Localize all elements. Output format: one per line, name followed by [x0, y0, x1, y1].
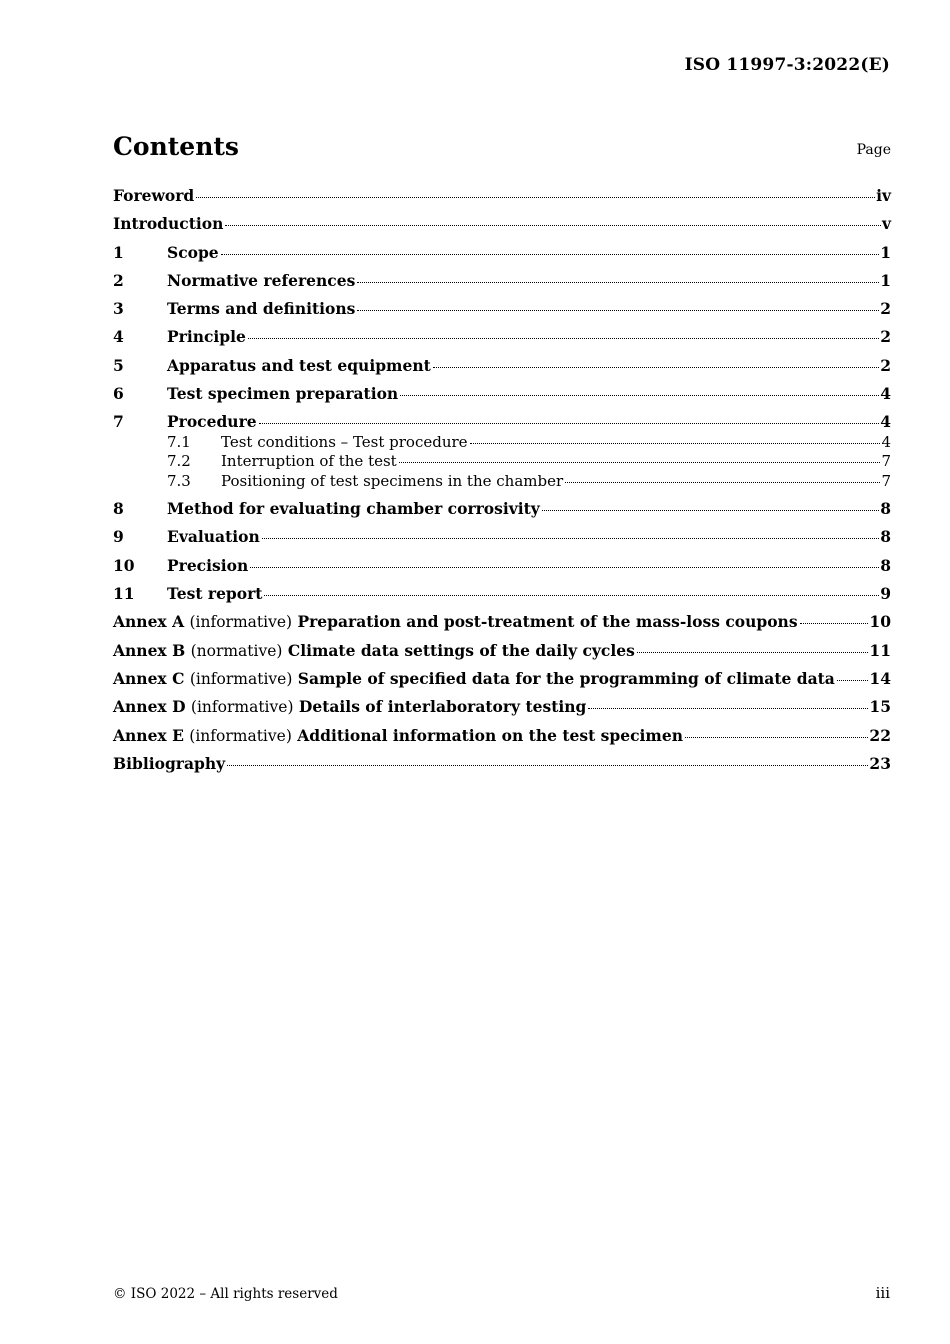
- annex-kind: (informative): [189, 613, 293, 632]
- toc-entry-annex-b[interactable]: [113, 641, 891, 669]
- toc-entry-title: Apparatus and test equipment: [167, 355, 431, 375]
- dot-leader: [588, 708, 868, 709]
- toc-entry-page: 4: [880, 384, 891, 404]
- toc-entry-page: 2: [880, 299, 891, 319]
- toc-subentry-interruption[interactable]: [113, 452, 891, 472]
- toc-entry-page: 1: [880, 242, 891, 262]
- toc-entry-title: Terms and definitions: [167, 299, 356, 319]
- annex-title: Details of interlaboratory testing: [298, 697, 587, 717]
- toc-entry-number: 5: [113, 355, 124, 375]
- toc-entry-title: Principle: [167, 327, 246, 347]
- annex-kind: (normative): [190, 641, 283, 660]
- dot-leader: [225, 225, 881, 226]
- toc-entry-page: 11: [869, 640, 891, 660]
- toc-entry-terms-and-definitions[interactable]: [113, 299, 891, 327]
- toc-entry-page: iv: [876, 186, 891, 205]
- toc-entry-foreword[interactable]: [113, 186, 891, 214]
- toc-entry-page: 23: [869, 753, 891, 773]
- toc-entry-page: 14: [869, 668, 891, 688]
- dot-leader: [262, 538, 879, 539]
- toc-entry-introduction[interactable]: [113, 214, 891, 242]
- toc-entry-page: 2: [880, 327, 891, 347]
- dot-leader: [800, 623, 869, 624]
- toc-entry-evaluation[interactable]: [113, 527, 891, 555]
- dot-leader: [637, 652, 869, 653]
- toc-entry-number: 3: [113, 299, 124, 319]
- dot-leader: [685, 737, 868, 738]
- dot-leader: [221, 254, 880, 255]
- dot-leader: [400, 395, 879, 396]
- document-id: ISO 11997-3:2022(E): [684, 55, 890, 75]
- toc-entry-annex-d[interactable]: [113, 697, 891, 725]
- annex-title: Sample of specified data for the programming of climate data: [297, 668, 835, 688]
- annex-title: Climate data settings of the daily cycles: [287, 640, 635, 660]
- toc-entry-page: 22: [869, 725, 891, 745]
- toc-entry-title: Interruption of the test: [221, 452, 397, 471]
- toc-entry-number: 9: [113, 527, 124, 547]
- toc-entry-page: 7: [881, 452, 891, 471]
- toc-entry-title: Test conditions – Test procedure: [221, 432, 468, 451]
- toc-entry-principle[interactable]: [113, 327, 891, 355]
- toc-entry-page: 1: [880, 270, 891, 290]
- toc-entry-title: Bibliography: [113, 753, 226, 773]
- annex-kind: (informative): [189, 726, 292, 745]
- annex-label: Annex A: [113, 612, 185, 632]
- toc-entry-title: Precision: [167, 555, 249, 575]
- footer-page-number: iii: [875, 1284, 890, 1302]
- toc-entry-page: 2: [880, 355, 891, 375]
- toc-entry-title: Method for evaluating chamber corrosivity: [167, 499, 540, 519]
- toc-entry-page: 9: [880, 584, 891, 604]
- toc-entry-scope[interactable]: [113, 243, 891, 271]
- dot-leader: [470, 443, 881, 444]
- page-column-label: Page: [856, 142, 891, 158]
- toc-subentry-positioning[interactable]: [113, 472, 891, 492]
- toc-entry-title: [113, 641, 635, 660]
- toc-entry-number: 1: [113, 242, 124, 262]
- dot-leader: [264, 595, 879, 596]
- toc-entry-test-report[interactable]: [113, 584, 891, 612]
- toc-entry-number: 8: [113, 499, 124, 519]
- annex-label: Annex D: [113, 697, 186, 717]
- toc-entry-page: 8: [880, 527, 891, 547]
- toc-entry-title: Normative references: [167, 270, 356, 290]
- toc-entry-page: 7: [881, 471, 891, 490]
- toc-entry-page: 4: [880, 412, 891, 432]
- toc-entry-title: Positioning of test specimens in the chamber: [221, 471, 564, 490]
- toc-entry-title: Foreword: [113, 186, 195, 205]
- toc-entry-title: [113, 612, 798, 631]
- toc-entry-chamber-corrosivity[interactable]: [113, 499, 891, 527]
- toc-entry-title: Procedure: [167, 412, 257, 432]
- dot-leader: [542, 510, 879, 511]
- dot-leader: [565, 482, 880, 483]
- toc-entry-page: 8: [880, 499, 891, 519]
- dot-leader: [250, 567, 879, 568]
- toc-entry-normative-references[interactable]: [113, 271, 891, 299]
- toc-entry-title: Test specimen preparation: [167, 384, 399, 404]
- dot-leader: [399, 462, 881, 463]
- toc-entry-page: v: [881, 214, 891, 234]
- toc-entry-title: Evaluation: [167, 527, 260, 547]
- page-title: Contents: [113, 132, 240, 161]
- annex-kind: (informative): [190, 698, 294, 717]
- toc-entry-number: 10: [113, 555, 135, 575]
- toc-entry-page: 15: [869, 697, 891, 717]
- toc-entry-annex-c[interactable]: [113, 669, 891, 697]
- annex-kind: (informative): [189, 669, 293, 688]
- dot-leader: [357, 282, 879, 283]
- toc-entry-bibliography[interactable]: [113, 754, 891, 782]
- table-of-contents: [113, 186, 891, 782]
- toc-entry-number: 7.1: [167, 432, 191, 451]
- toc-entry-number: 6: [113, 384, 124, 404]
- toc-entry-number: 2: [113, 270, 124, 290]
- toc-entry-annex-a[interactable]: [113, 612, 891, 640]
- toc-entry-apparatus[interactable]: [113, 356, 891, 384]
- toc-entry-number: 11: [113, 584, 135, 604]
- toc-entry-page: 4: [881, 432, 891, 451]
- toc-entry-number: 7: [113, 412, 124, 432]
- dot-leader: [837, 680, 869, 681]
- toc-entry-title: [113, 726, 683, 745]
- annex-label: Annex B: [113, 640, 186, 660]
- footer-copyright: © ISO 2022 – All rights reserved: [113, 1286, 338, 1302]
- toc-entry-title: Test report: [167, 584, 263, 604]
- toc-entry-page: 8: [880, 555, 891, 575]
- toc-entry-page: 10: [869, 612, 891, 632]
- toc-entry-annex-e[interactable]: [113, 726, 891, 754]
- toc-entry-number: 7.2: [167, 452, 191, 471]
- annex-label: Annex E: [113, 725, 184, 745]
- toc-entry-title: Scope: [167, 242, 219, 262]
- toc-subentry-test-conditions[interactable]: [113, 433, 891, 453]
- toc-entry-number: 4: [113, 327, 124, 347]
- toc-entry-precision[interactable]: [113, 556, 891, 584]
- dot-leader: [227, 765, 868, 766]
- dot-leader: [433, 367, 879, 368]
- dot-leader: [357, 310, 879, 311]
- toc-entry-number: 7.3: [167, 471, 191, 490]
- toc-entry-title: [113, 669, 835, 688]
- toc-entry-title: Introduction: [113, 214, 224, 234]
- dot-leader: [196, 197, 875, 198]
- toc-entry-title: [113, 697, 586, 716]
- toc-header: [113, 132, 891, 164]
- annex-title: Preparation and post-treatment of the mass-loss coupons: [297, 612, 798, 632]
- dot-leader: [248, 338, 879, 339]
- annex-title: Additional information on the test specimen: [297, 725, 683, 745]
- toc-entry-specimen-preparation[interactable]: [113, 384, 891, 412]
- annex-label: Annex C: [113, 668, 185, 688]
- dot-leader: [259, 423, 880, 424]
